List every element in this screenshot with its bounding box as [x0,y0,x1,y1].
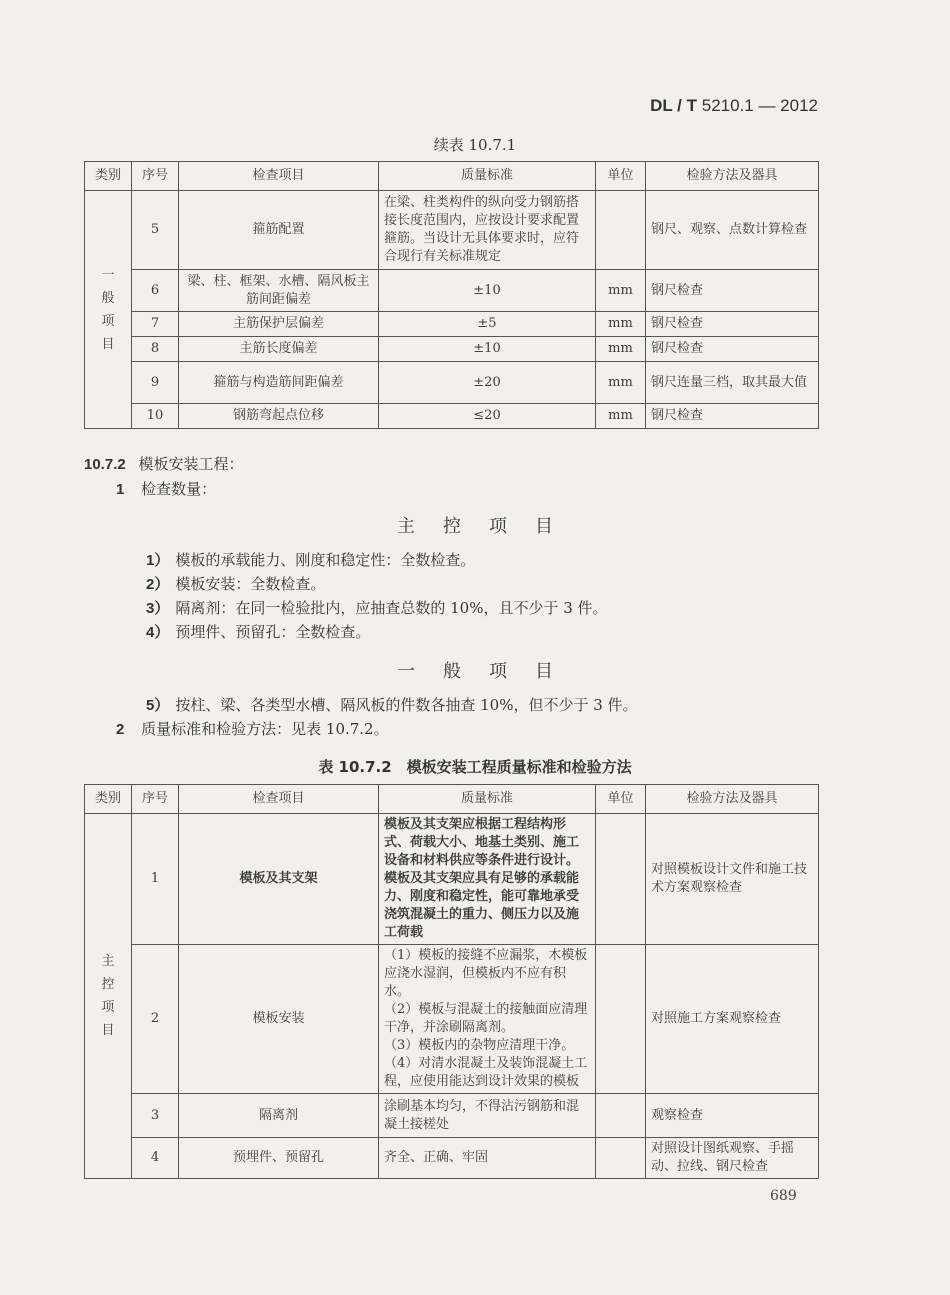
check-method: 对照设计图纸观察、手摇动、拉线、钢尺检查 [646,1138,819,1179]
col-header: 检验方法及器具 [646,785,819,814]
check-method: 对照模板设计文件和施工技术方案观察检查 [646,814,819,945]
col-header: 序号 [132,162,179,191]
unit: mm [596,337,646,362]
row-number: 7 [132,312,179,337]
item-text: 质量标准和检验方法：见表 10.7.2。 [141,720,389,738]
unit [596,945,646,1094]
row-number: 1 [132,814,179,945]
table-row [85,270,819,312]
check-item: 隔离剂 [179,1094,379,1138]
quality-standard: ±5 [379,312,596,337]
check-item: 钢筋弯起点位移 [179,404,379,429]
unit: mm [596,362,646,404]
table2-caption: 表 10.7.2 模板安装工程质量标准和检验方法 [318,758,632,776]
quality-standard: ≤20 [379,404,596,429]
col-header: 单位 [596,785,646,814]
check-method: 观察检查 [646,1094,819,1138]
item-text: 检查数量： [141,480,217,498]
category-cell: 主 控 项 目 [85,814,132,1179]
table-row [85,337,819,362]
table2-header-row [85,785,819,814]
quality-standard: ±10 [379,270,596,312]
check-method: 钢尺连量三档，取其最大值 [646,362,819,404]
main-control-heading: 主 控 项 目 [397,516,553,537]
table1 [84,161,819,429]
section-number: 10.7.2 [84,456,126,473]
check-method: 钢尺检查 [646,404,819,429]
unit: mm [596,270,646,312]
item-number: 2 [116,721,125,738]
check-method: 对照施工方案观察检查 [646,945,819,1094]
list-item: 1） 模板的承载能力、刚度和稳定性：全数检查。 [146,551,476,569]
quality-standard: 齐全、正确、牢固 [379,1138,596,1179]
col-header: 单位 [596,162,646,191]
paragraph-item1 [116,478,216,499]
row-number: 8 [132,337,179,362]
check-method: 钢尺检查 [646,312,819,337]
list-item: 3） 隔离剂：在同一检验批内，应抽查总数的 10%，且不少于 3 件。 [146,599,608,617]
col-header: 检验方法及器具 [646,162,819,191]
row-number: 9 [132,362,179,404]
table-row [85,312,819,337]
check-method: 钢尺检查 [646,270,819,312]
quality-standard: 模板及其支架应根据工程结构形式、荷载大小、地基土类别、施工设备和材料供应等条件进行设计。模板及其支架应具有足够的承载能力、刚度和稳定性，能可靠地承受浇筑混凝土的重力、侧压力以及施工荷载 [379,814,596,945]
standard-code-prefix: DL / T [650,96,697,115]
row-number: 2 [132,945,179,1094]
table-row [85,1094,819,1138]
quality-standard: ±20 [379,362,596,404]
unit [596,191,646,270]
table-row [85,1138,819,1179]
check-item: 箍筋与构造筋间距偏差 [179,362,379,404]
standard-code-number: 5210.1 — 2012 [701,96,818,115]
check-item: 主筋长度偏差 [179,337,379,362]
list-item: 4） 预埋件、预留孔：全数检查。 [146,623,371,641]
quality-standard: （1）模板的接缝不应漏浆，木模板应浇水湿润，但模板内不应有积水。 （2）模板与混凝土的接触面应清理干净，并涂刷隔离剂。 （3）模板内的杂物应清理干净。 （4）对清水混凝土及装饰混凝土工程，应使用能达到设计效果的模板 [379,945,596,1094]
col-header: 检查项目 [179,162,379,191]
col-header: 类别 [85,785,132,814]
unit: mm [596,404,646,429]
table2 [84,784,819,1179]
paragraph-item2 [116,718,389,739]
table-row [85,362,819,404]
row-number: 10 [132,404,179,429]
table-row [85,814,819,945]
table-row [85,191,819,270]
quality-standard: 在梁、柱类构件的纵向受力钢筋搭接长度范围内，应按设计要求配置箍筋。当设计无具体要求时，应符合现行有关标准规定 [379,191,596,270]
table-row [85,404,819,429]
check-item: 箍筋配置 [179,191,379,270]
general-items-heading: 一 般 项 目 [397,661,553,682]
list-item: 5） 按柱、梁、各类型水槽、隔风板的件数各抽查 10%，但不少于 3 件。 [146,696,638,714]
section-title: 模板安装工程： [138,455,244,473]
check-item: 梁、柱、框架、水槽、隔风板主筋间距偏差 [179,270,379,312]
section-heading [84,453,244,474]
check-item: 预埋件、预留孔 [179,1138,379,1179]
check-item: 模板及其支架 [179,814,379,945]
quality-standard: 涂刷基本均匀，不得沾污钢筋和混凝土接槎处 [379,1094,596,1138]
row-number: 4 [132,1138,179,1179]
item-number: 1 [116,481,125,498]
col-header: 类别 [85,162,132,191]
row-number: 3 [132,1094,179,1138]
page-number: 689 [770,1188,797,1204]
check-method: 钢尺、观察、点数计算检查 [646,191,819,270]
col-header: 质量标准 [379,162,596,191]
table-row [85,945,819,1094]
category-cell: 一 般 项 目 [85,191,132,429]
check-item: 模板安装 [179,945,379,1094]
row-number: 6 [132,270,179,312]
table1-header-row [85,162,819,191]
quality-standard: ±10 [379,337,596,362]
col-header: 序号 [132,785,179,814]
row-number: 5 [132,191,179,270]
unit: mm [596,312,646,337]
check-method: 钢尺检查 [646,337,819,362]
standard-code [650,96,818,116]
col-header: 质量标准 [379,785,596,814]
table1-caption: 续表 10.7.1 [433,136,517,154]
unit [596,1094,646,1138]
list-item: 2） 模板安装：全数检查。 [146,575,326,593]
unit [596,814,646,945]
unit [596,1138,646,1179]
col-header: 检查项目 [179,785,379,814]
check-item: 主筋保护层偏差 [179,312,379,337]
